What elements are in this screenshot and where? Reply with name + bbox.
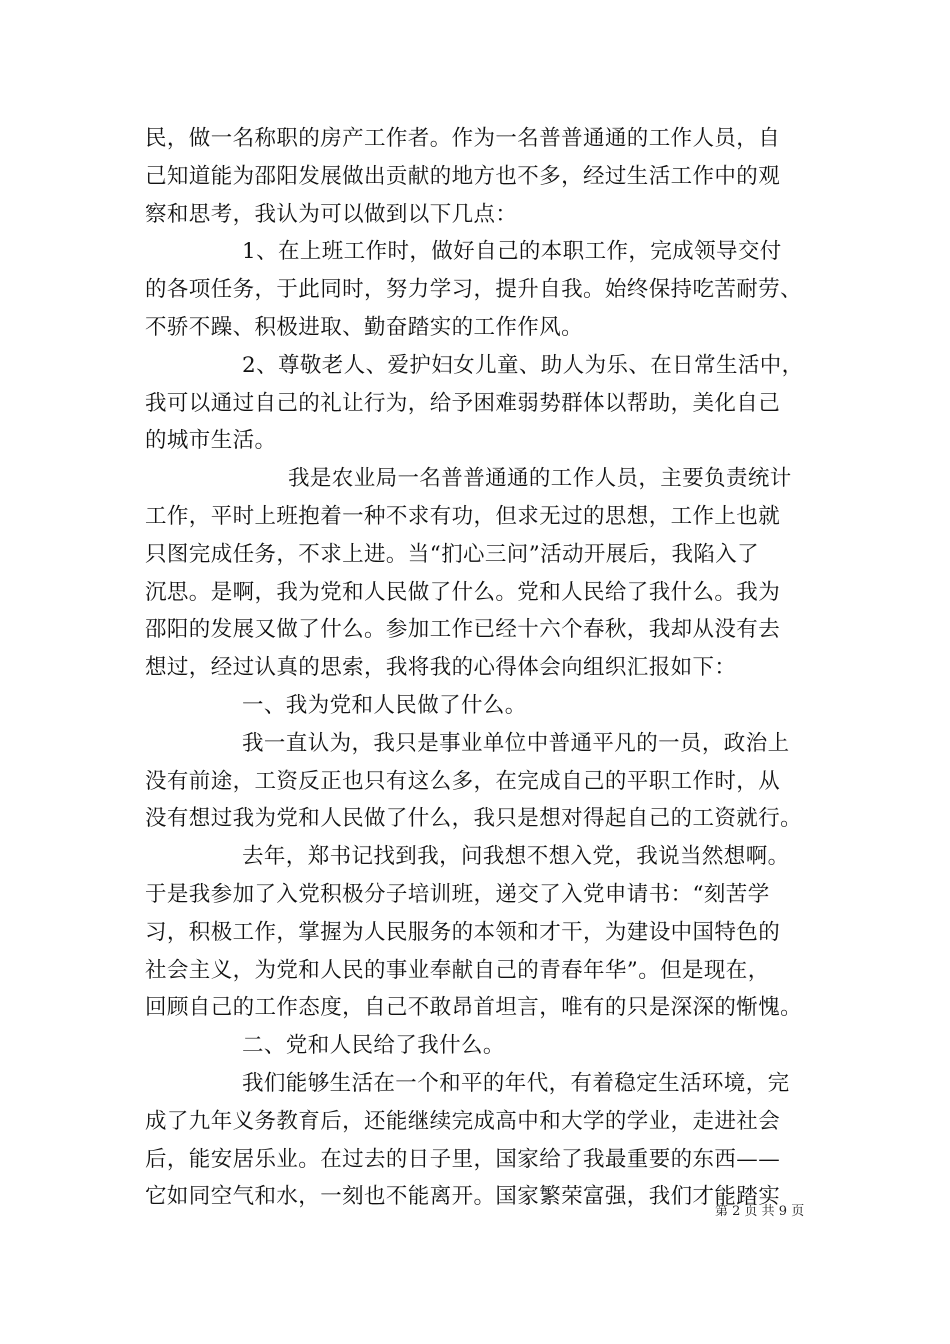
text-line: 1、在上班工作时，做好自己的本职工作，完成领导交付 [242, 239, 782, 265]
text-line: 去年，郑书记找到我，问我想不想入党，我说当然想啊。 [242, 844, 790, 870]
text-line: 民，做一名称职的房产工作者。作为一名普普通通的工作人员，自 [145, 126, 781, 151]
text-line: 没有前途，工资反正也只有这么多，在完成自己的平职工作时，从 [145, 768, 781, 794]
text-line: 后，能安居乐业。在过去的日子里，国家给了我最重要的东西—— [145, 1146, 781, 1172]
text-line: 只图完成任务，不求上进。当“扪心三问”活动开展后，我陷入了 [145, 541, 760, 567]
text-line: 2、尊敬老人、爱护妇女儿童、助人为乐、在日常生活中， [242, 352, 804, 378]
text-line: 我是农业局一名普普通通的工作人员，主要负责统计 [288, 466, 792, 492]
body-text [145, 120, 810, 1216]
text-line: 沉思。是啊，我为党和人民做了什么。党和人民给了我什么。我为 [145, 579, 781, 605]
text-line: 于是我参加了入党积极分子培训班，递交了入党申请书：“刻苦学 [145, 881, 770, 907]
page-number: 第 2 页 共 9 页 [715, 1204, 805, 1219]
text-line: 己知道能为邵阳发展做出贡献的地方也不多，经过生活工作中的观 [145, 163, 781, 189]
text-line: 它如同空气和水，一刻也不能离开。国家繁荣富强，我们才能踏实 [145, 1184, 781, 1210]
text-line: 察和思考，我认为可以做到以下几点： [145, 201, 518, 227]
text-line: 工作，平时上班抱着一种不求有功，但求无过的思想，工作上也就 [145, 503, 781, 529]
text-line: 的各项任务，于此同时，努力学习，提升自我。始终保持吃苦耐劳、 [145, 277, 803, 303]
text-line: 我一直认为，我只是事业单位中普通平凡的一员，政治上 [242, 730, 790, 756]
text-line: 成了九年义务教育后，还能继续完成高中和大学的学业，走进社会 [145, 1108, 781, 1134]
text-line: 我可以通过自己的礼让行为，给予困难弱势群体以帮助，美化自己 [145, 390, 781, 416]
text-line: 没有想过我为党和人民做了什么，我只是想对得起自己的工资就行。 [145, 806, 803, 832]
text-line: 不骄不躁、积极进取、勤奋踏实的工作作风。 [145, 314, 584, 340]
text-line: 想过，经过认真的思索，我将我的心得体会向组织汇报如下： [145, 655, 737, 681]
section-heading: 一、我为党和人民做了什么。 [242, 692, 527, 718]
text-line: 的城市生活。 [145, 428, 277, 454]
text-line: 邵阳的发展又做了什么。参加工作已经十六个春秋，我却从没有去 [145, 617, 781, 643]
text-line: 我们能够生活在一个和平的年代，有着稳定生活环境，完 [242, 1070, 790, 1096]
text-line: 习，积极工作，掌握为人民服务的本领和才干，为建设中国特色的 [145, 919, 781, 945]
text-line: 社会主义，为党和人民的事业奉献自己的青春年华”。但是现在， [145, 957, 770, 983]
text-line: 回顾自己的工作态度，自己不敢昂首坦言，唯有的只是深深的惭愧。 [145, 995, 803, 1021]
section-heading: 二、党和人民给了我什么。 [242, 1033, 505, 1059]
